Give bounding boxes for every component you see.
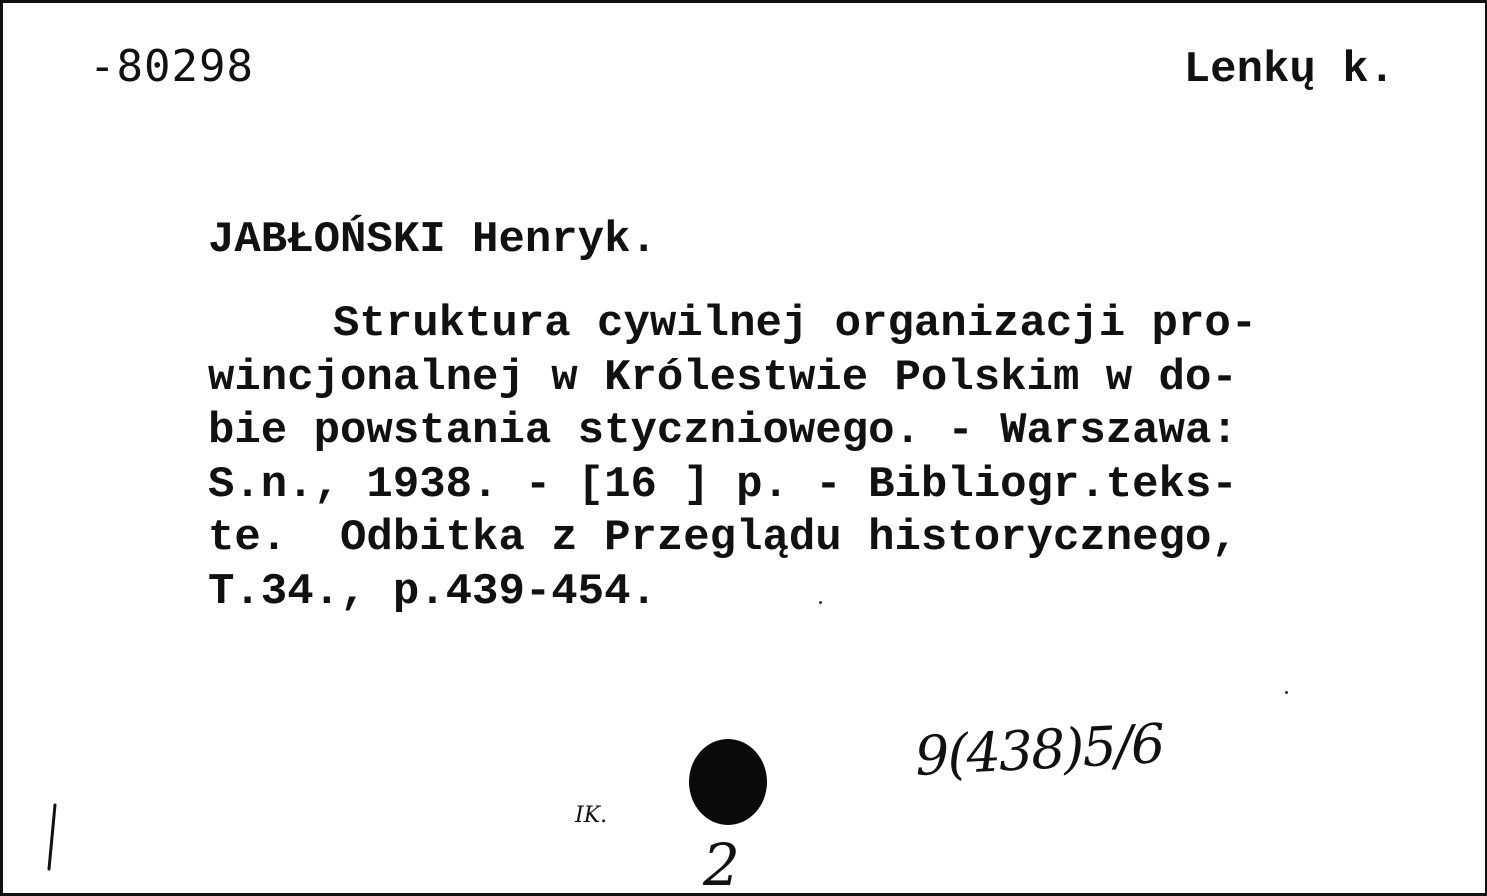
ink-speck [1285,691,1288,694]
description-line: bie powstania styczniowego. - Warszawa: [208,406,1238,456]
description-line: te. Odbitka z Przeglądu historycznego, [208,513,1238,563]
collection-label: Lenkų k. [1183,45,1395,95]
author-heading: JABŁOŃSKI Henryk. [208,215,657,265]
description-line: T.34., p.439-454. [208,566,657,617]
bibliographic-description [208,298,1408,619]
margin-pen-stroke [43,803,63,873]
description-line: wincjonalnej w Królestwie Polskim w do- [208,352,1238,403]
description-line: S.n., 1938. - [16 ] p. - Bibliogr.teks- [208,459,1238,510]
call-number: -80298 [89,41,254,92]
handwritten-classification: 9(438)5/6 [913,712,1165,788]
description-line: Struktura cywilnej organizacji pro- [333,299,1258,349]
handwritten-copy-number: 2 [703,831,740,896]
handwritten-small-mark: IK. [575,803,608,828]
ink-speck [819,601,822,604]
punch-hole [689,739,767,825]
